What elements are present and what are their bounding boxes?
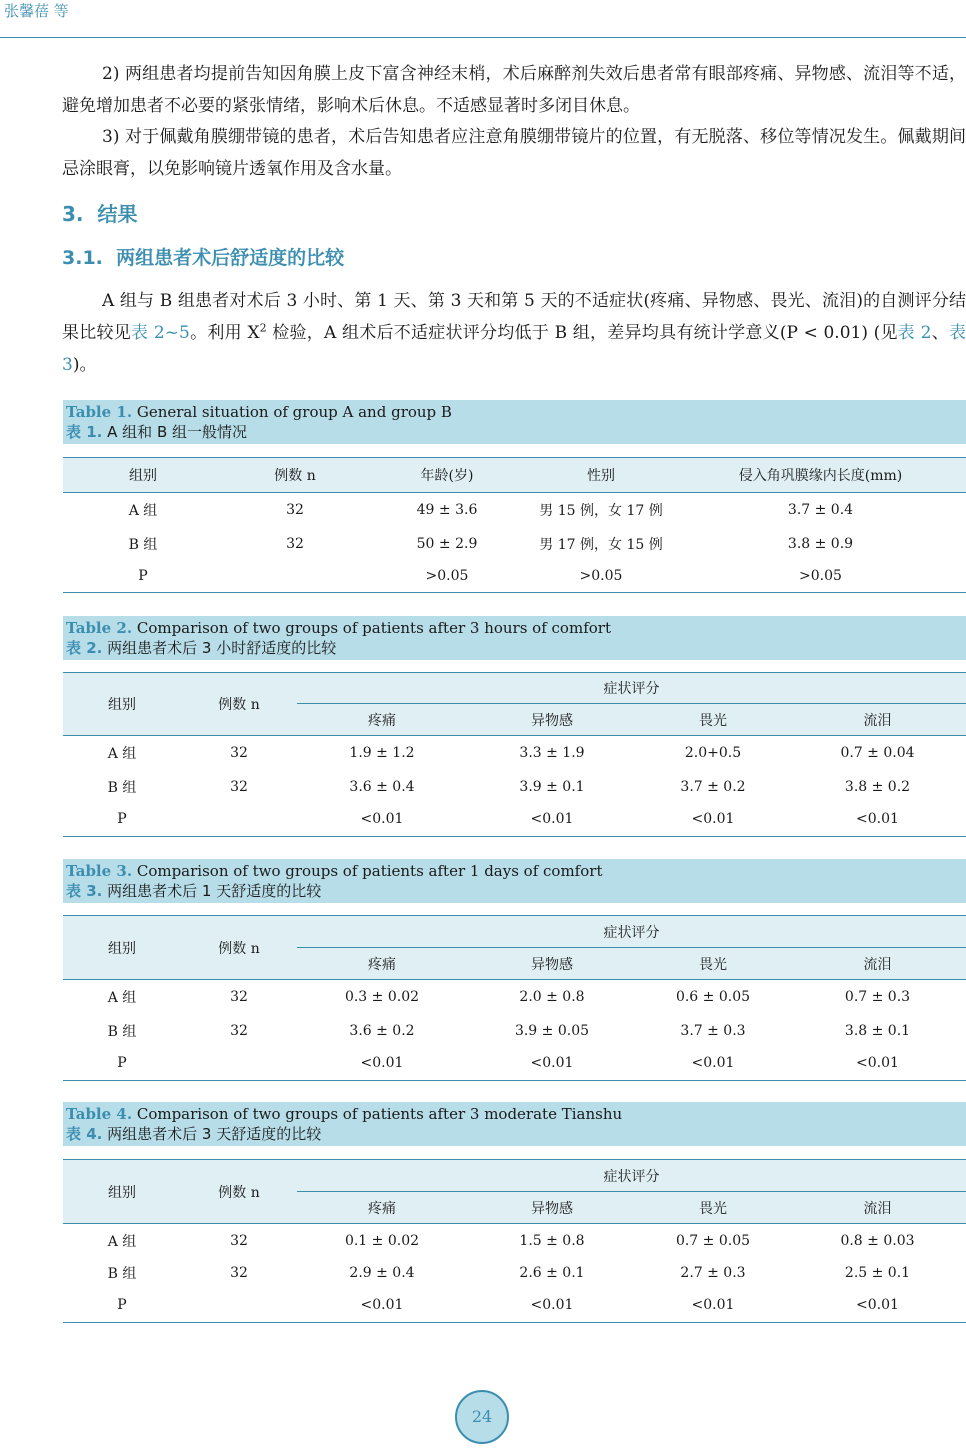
cell: 3.3 ± 1.9: [519, 745, 585, 762]
cell: [181, 1288, 297, 1323]
cell: 3.8 ± 0.1: [844, 1022, 911, 1039]
cell: <0.01: [467, 803, 637, 837]
table-row: [63, 561, 966, 593]
cell: [181, 1047, 297, 1081]
table3-caption: [63, 859, 966, 903]
cell: 1.5 ± 0.8: [519, 1232, 585, 1249]
col-header: 畏光: [637, 704, 789, 736]
cell: B 组: [128, 537, 158, 553]
table4: [63, 1159, 966, 1323]
cell: 32: [286, 502, 304, 519]
table-row: [63, 493, 966, 528]
table-row: [63, 771, 966, 803]
cell: 男 17 例，女 15 例: [539, 537, 663, 553]
table-label: 表 4.: [66, 1125, 103, 1143]
cell: P: [63, 1288, 181, 1323]
cell: 0.3 ± 0.02: [344, 989, 420, 1006]
cell: 3.7 ± 0.2: [680, 778, 746, 795]
results-text: 检验，A 组术后不适症状评分均低于 B 组，差异均具有统计学意义(P < 0.01) (见: [266, 323, 898, 343]
cell: >0.05: [367, 561, 527, 593]
cell: P: [63, 803, 181, 837]
table-label: 表 3.: [66, 882, 103, 900]
cell: 0.7 ± 0.3: [844, 989, 911, 1006]
caption-zh: 两组患者术后 1 天舒适度的比较: [107, 882, 322, 900]
table-row: [63, 736, 966, 771]
cell: B 组: [107, 1023, 137, 1040]
header-authors: 张馨蓓 等: [4, 2, 69, 20]
col-header: 例数 n: [181, 673, 297, 736]
table-label: 表 2.: [66, 639, 103, 657]
cell: 32: [230, 778, 248, 795]
col-header: 异物感: [467, 704, 637, 736]
cell: 0.1 ± 0.02: [344, 1232, 420, 1249]
table2-caption: [63, 616, 966, 660]
cell: >0.05: [527, 561, 675, 593]
col-header: 流泪: [789, 1192, 966, 1224]
cell: <0.01: [637, 803, 789, 837]
col-header-span: 症状评分: [297, 1160, 966, 1192]
table-label: Table 1.: [66, 403, 133, 421]
cell: <0.01: [297, 1047, 467, 1081]
cell: 2.7 ± 0.3: [680, 1264, 746, 1281]
col-header: 例数 n: [223, 458, 367, 493]
table-label: Table 3.: [66, 862, 133, 880]
cell: 2.0+0.5: [684, 745, 742, 762]
cell: [181, 803, 297, 837]
cell: A 组: [107, 990, 137, 1007]
table4-caption: [63, 1102, 966, 1146]
col-header: 组别: [63, 1160, 181, 1224]
results-text: A 组与 B 组患者对术后 3 小时、第 1 天、第 3 天和第 5 天的不适症状(疼痛、异物感、畏光、流泪)的自测评分结果比较见: [62, 291, 966, 343]
table-row: [63, 1258, 966, 1288]
col-header: 例数 n: [181, 916, 297, 980]
col-header: 异物感: [467, 1192, 637, 1224]
cell: 32: [230, 1264, 248, 1281]
table3: [63, 915, 966, 1081]
table-label: Table 4.: [66, 1105, 133, 1123]
cell: 2.6 ± 0.1: [519, 1264, 585, 1281]
cell: 32: [286, 536, 304, 552]
cell: <0.01: [467, 1288, 637, 1323]
cell: <0.01: [467, 1047, 637, 1081]
cell: 2.9 ± 0.4: [349, 1264, 415, 1281]
caption-zh: 两组患者术后 3 天舒适度的比较: [107, 1125, 322, 1143]
cell: <0.01: [297, 1288, 467, 1323]
caption-en: Comparison of two groups of patients after 3 hours of comfort: [136, 619, 611, 637]
table1-caption: [63, 400, 966, 444]
cell: <0.01: [789, 1288, 966, 1323]
table-label: 表 1.: [66, 423, 103, 441]
cell: <0.01: [789, 803, 966, 837]
caption-en: General situation of group A and group B: [136, 403, 452, 421]
col-header: 组别: [63, 673, 181, 736]
results-paragraph: [62, 285, 966, 381]
page-number: 24: [455, 1390, 509, 1444]
superscript: 2: [259, 321, 267, 335]
col-header: 例数 n: [181, 1160, 297, 1224]
col-header: 异物感: [467, 948, 637, 980]
col-header: 疼痛: [297, 948, 467, 980]
col-header: 疼痛: [297, 704, 467, 736]
cell: 3.9 ± 0.1: [519, 778, 585, 795]
caption-zh: 两组患者术后 3 小时舒适度的比较: [107, 639, 337, 657]
table-row: [63, 803, 966, 837]
cell: P: [63, 1047, 181, 1081]
subsection-number: 3.1.: [62, 247, 103, 269]
cell: A 组: [107, 1233, 137, 1250]
paragraph-3: 3) 对于佩戴角膜绷带镜的患者，术后告知患者应注意角膜绷带镜片的位置，有无脱落、移位等情况发生。佩戴期间忌涂眼膏，以免影响镜片透氧作用及含水量。: [62, 127, 966, 179]
table-row: [63, 980, 966, 1015]
paragraph-2: 2) 两组患者均提前告知因角膜上皮下富含神经末梢，术后麻醉剂失效后患者常有眼部疼痛、异物感、流泪等不适，避免增加患者不必要的紧张情绪，影响术后休息。不适感显著时多闭目休息。: [62, 64, 966, 116]
cell: 3.9 ± 0.05: [514, 1022, 590, 1039]
caption-zh: A 组和 B 组一般情况: [107, 423, 247, 441]
caption-en: Comparison of two groups of patients after 3 moderate Tianshu: [136, 1105, 623, 1123]
cell: 32: [230, 1022, 248, 1039]
cell: 50 ± 2.9: [416, 536, 478, 552]
col-header: 性别: [527, 458, 675, 493]
results-text: )。: [72, 355, 97, 375]
cell: <0.01: [637, 1288, 789, 1323]
cell: 3.8 ± 0.2: [844, 778, 911, 795]
table-label: Table 2.: [66, 619, 133, 637]
cell: 3.8 ± 0.9: [787, 536, 854, 552]
table-row: [63, 1224, 966, 1258]
cell: 32: [230, 1232, 248, 1249]
section-heading: [62, 198, 137, 227]
results-text: 。利用 X: [189, 323, 260, 343]
table-row: [63, 1288, 966, 1323]
cell: 2.5 ± 0.1: [844, 1264, 911, 1281]
table1: [63, 457, 966, 593]
cell: <0.01: [297, 803, 467, 837]
cell: A 组: [128, 503, 158, 520]
cell: 3.6 ± 0.4: [349, 778, 415, 795]
cell: B 组: [107, 1265, 137, 1282]
cell: 49 ± 3.6: [416, 502, 478, 519]
results-text: 、: [931, 323, 950, 343]
col-header: 侵入角巩膜缘内长度(mm): [675, 458, 966, 493]
cell: 32: [230, 989, 248, 1006]
col-header: 畏光: [637, 1192, 789, 1224]
col-header-span: 症状评分: [297, 916, 966, 948]
cell: 0.8 ± 0.03: [840, 1232, 915, 1249]
table-row: [63, 1015, 966, 1047]
cell: 0.7 ± 0.04: [840, 745, 915, 762]
col-header: 组别: [63, 458, 223, 493]
table-ref-link[interactable]: 表 3: [62, 323, 966, 375]
table2: [63, 672, 966, 837]
subsection-heading: [62, 243, 344, 270]
cell: 0.6 ± 0.05: [675, 989, 751, 1006]
cell: 0.7 ± 0.05: [675, 1232, 751, 1249]
col-header: 畏光: [637, 948, 789, 980]
cell: <0.01: [789, 1047, 966, 1081]
table-ref-link[interactable]: 表 2: [897, 323, 932, 343]
subsection-title: 两组患者术后舒适度的比较: [116, 247, 345, 269]
table-row: [63, 528, 966, 561]
col-header: 组别: [63, 916, 181, 980]
cell: A 组: [107, 746, 137, 763]
running-header: [0, 0, 966, 38]
col-header: 疼痛: [297, 1192, 467, 1224]
col-header: 年龄(岁): [367, 458, 527, 493]
cell: 男 15 例，女 17 例: [539, 503, 663, 520]
cell: 2.0 ± 0.8: [519, 989, 585, 1006]
cell: [223, 561, 367, 593]
cell: 3.7 ± 0.4: [787, 502, 854, 519]
cell: 1.9 ± 1.2: [349, 745, 415, 762]
cell: <0.01: [637, 1047, 789, 1081]
cell: 32: [230, 745, 248, 762]
col-header: 流泪: [789, 704, 966, 736]
cell: B 组: [107, 779, 137, 796]
col-header: 流泪: [789, 948, 966, 980]
cell: 3.6 ± 0.2: [349, 1022, 415, 1039]
cell: 3.7 ± 0.3: [680, 1022, 746, 1039]
cell: >0.05: [675, 561, 966, 593]
table-ref-link[interactable]: 表 2~5: [131, 323, 190, 343]
col-header-span: 症状评分: [297, 673, 966, 704]
section-title: 结果: [97, 202, 138, 226]
caption-en: Comparison of two groups of patients after 1 days of comfort: [136, 862, 603, 880]
section-number: 3.: [62, 202, 84, 226]
cell: P: [63, 561, 223, 593]
table-row: [63, 1047, 966, 1081]
